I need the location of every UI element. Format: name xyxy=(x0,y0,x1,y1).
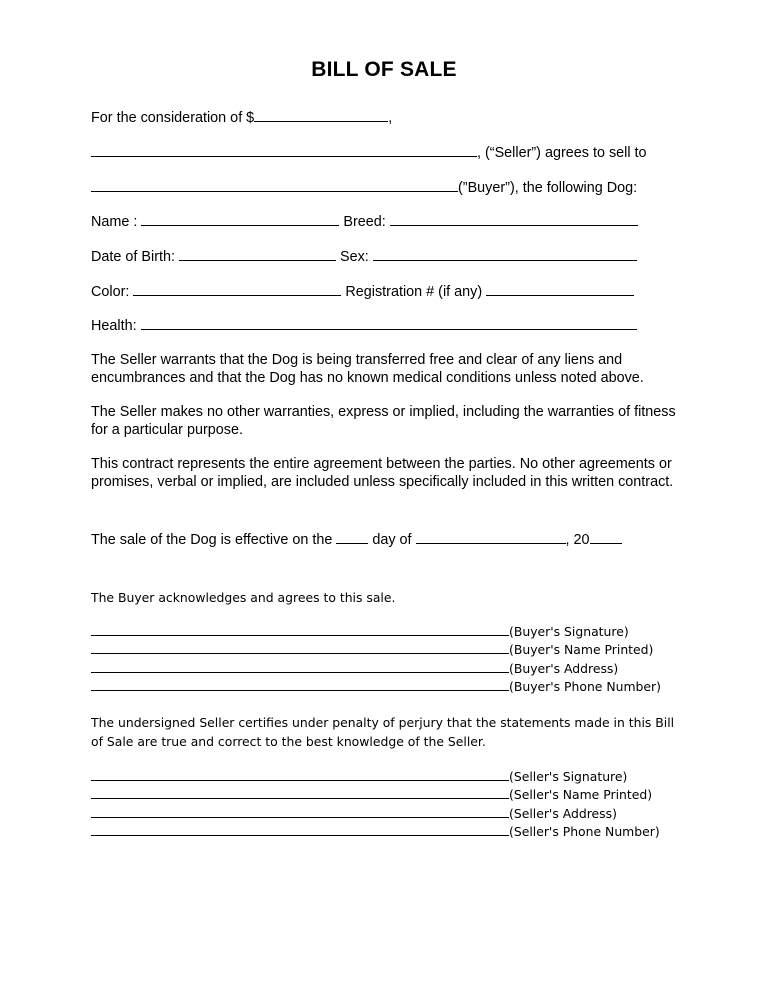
effective-day-field[interactable] xyxy=(336,530,368,544)
seller-address-field[interactable] xyxy=(91,805,509,818)
color-field[interactable] xyxy=(133,282,341,296)
seller-phone-label: (Seller's Phone Number) xyxy=(509,824,660,839)
buyer-suffix: (”Buyer”), the following Dog: xyxy=(458,180,638,196)
dob-sex-line xyxy=(91,247,637,266)
document-title: BILL OF SALE xyxy=(311,58,457,81)
sex-field[interactable] xyxy=(373,247,637,261)
registration-field[interactable] xyxy=(486,282,634,296)
name-label: Name : xyxy=(91,214,138,230)
buyer-line xyxy=(91,178,637,197)
dob-field[interactable] xyxy=(179,247,336,261)
consideration-amount-field[interactable] xyxy=(254,108,388,122)
buyer-signature-row xyxy=(91,623,629,641)
seller-signature-label: (Seller's Signature) xyxy=(509,769,628,784)
seller-signature-row xyxy=(91,768,627,786)
buyer-phone-row xyxy=(91,678,661,696)
buyer-address-row xyxy=(91,660,618,678)
seller-certification: The undersigned Seller certifies under penalty of perjury that the statements made in this Bill of Sale are true and correct to the best knowledge of the Seller. xyxy=(91,715,675,749)
buyer-name-printed-label: (Buyer's Name Printed) xyxy=(509,642,654,657)
effective-date-line xyxy=(91,530,622,549)
seller-line xyxy=(91,143,647,162)
name-breed-line xyxy=(91,212,638,231)
seller-name-printed-label: (Seller's Name Printed) xyxy=(509,787,653,802)
effective-prefix: The sale of the Dog is effective on the xyxy=(91,532,333,548)
buyer-phone-field[interactable] xyxy=(91,678,509,691)
dob-label: Date of Birth: xyxy=(91,249,175,265)
buyer-acknowledgement: The Buyer acknowledges and agrees to this sale. xyxy=(91,590,396,605)
sex-label: Sex: xyxy=(339,249,369,265)
seller-address-row xyxy=(91,805,617,823)
seller-address-label: (Seller's Address) xyxy=(509,806,617,821)
buyer-name-printed-field[interactable] xyxy=(91,641,509,654)
effective-day-label: day of xyxy=(372,532,412,548)
seller-phone-field[interactable] xyxy=(91,823,509,836)
effective-year-field[interactable] xyxy=(590,530,622,544)
breed-label: Breed: xyxy=(343,214,386,230)
entire-agreement-paragraph: This contract represents the entire agreement between the parties. No other agreements or promises, verbal or implied, are included unless specifically included in this written contract. xyxy=(91,456,674,490)
warranty-paragraph: The Seller warrants that the Dog is being transferred free and clear of any liens and encumbrances and that the Dog has no known medical conditions unless noted above. xyxy=(91,352,644,386)
health-label: Health: xyxy=(91,318,137,334)
seller-name-printed-field[interactable] xyxy=(91,786,509,799)
buyer-signature-field[interactable] xyxy=(91,623,509,636)
buyer-phone-label: (Buyer's Phone Number) xyxy=(509,679,661,694)
buyer-name-field[interactable] xyxy=(91,178,458,192)
color-label: Color: xyxy=(91,284,130,300)
breed-field[interactable] xyxy=(390,212,638,226)
no-other-warranties-paragraph: The Seller makes no other warranties, express or implied, including the warranties of fitness for a particular purpose. xyxy=(91,404,676,438)
effective-year-prefix: , 20 xyxy=(565,532,590,548)
seller-signature-field[interactable] xyxy=(91,768,509,781)
health-field[interactable] xyxy=(141,316,637,330)
seller-name-field[interactable] xyxy=(91,143,477,157)
dog-name-field[interactable] xyxy=(141,212,339,226)
consideration-suffix: , xyxy=(388,110,393,126)
effective-month-field[interactable] xyxy=(416,530,566,544)
registration-label: Registration # (if any) xyxy=(345,284,483,300)
seller-phone-row xyxy=(91,823,660,841)
seller-suffix: , (“Seller”) agrees to sell to xyxy=(477,145,647,161)
color-registration-line xyxy=(91,282,634,301)
seller-name-printed-row xyxy=(91,786,652,804)
buyer-signature-label: (Buyer's Signature) xyxy=(509,624,629,639)
consideration-line xyxy=(91,108,392,127)
consideration-label: For the consideration of $ xyxy=(91,110,255,126)
buyer-name-printed-row xyxy=(91,641,653,659)
buyer-address-label: (Buyer's Address) xyxy=(509,661,619,676)
health-line xyxy=(91,316,637,335)
buyer-address-field[interactable] xyxy=(91,660,509,673)
